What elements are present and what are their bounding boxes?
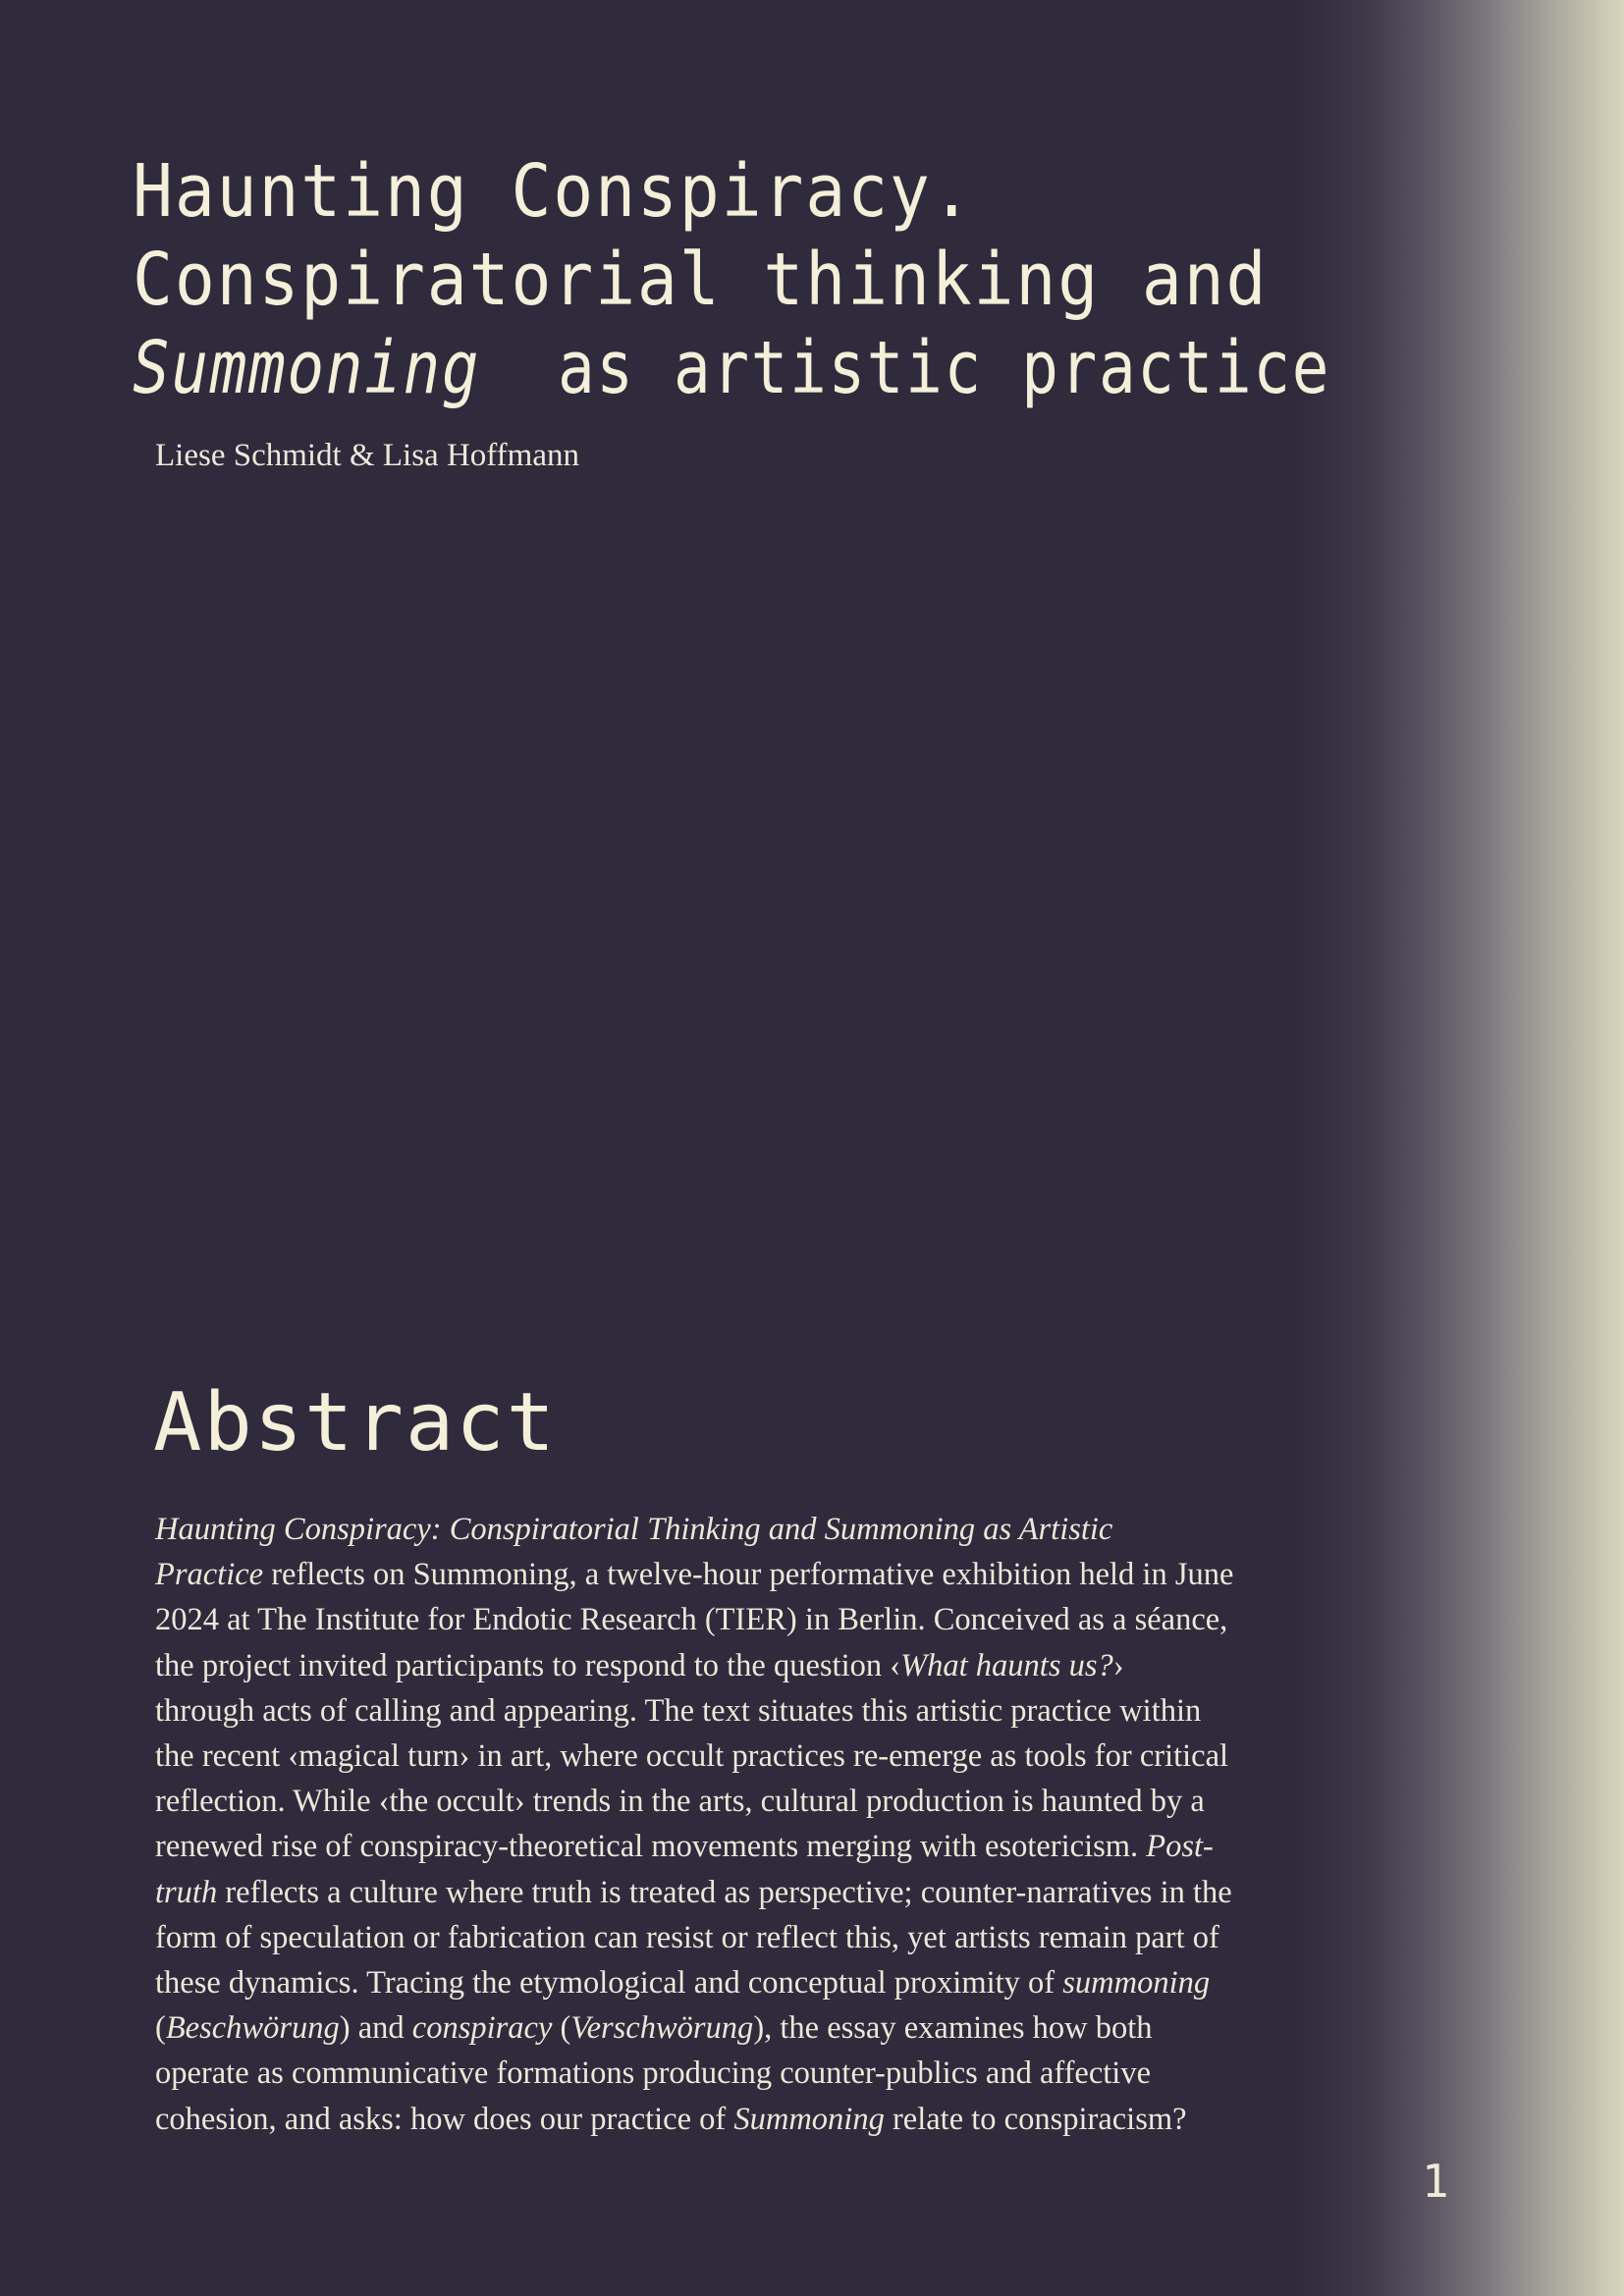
title-line-1: Haunting Conspiracy. (133, 149, 974, 234)
page-number: 1 (1422, 2155, 1449, 2208)
abstract-line: Haunting Conspiracy: Conspiratorial Thinking and Summoning as Artistic (155, 1512, 1113, 1547)
abstract-line: the project invited participants to respond to the question ‹What haunts us?› (155, 1647, 1124, 1683)
abstract-line: 2024 at The Institute for Endotic Research (TIER) in Berlin. Conceived as a séance, (155, 1602, 1228, 1638)
abstract-line: reflection. While ‹the occult› trends in the arts, cultural production is haunted by a (155, 1784, 1205, 1820)
abstract-line: truth reflects a culture where truth is treated as perspective; counter-narratives in the (155, 1874, 1232, 1910)
title-italic-word: Summoning (133, 326, 481, 410)
authors: Liese Schmidt & Lisa Hoffmann (155, 438, 579, 473)
paper-title (133, 147, 1330, 412)
abstract-heading: Abstract (153, 1376, 557, 1469)
abstract-line: through acts of calling and appearing. The text situates this artistic practice within (155, 1692, 1202, 1729)
title-line-2: Conspiratorial thinking and (133, 238, 1269, 322)
title-line-3 (133, 324, 1331, 412)
abstract-line: the recent ‹magical turn› in art, where occult practices re-emerge as tools for critical (155, 1738, 1229, 1775)
abstract-line: these dynamics. Tracing the etymological and conceptual proximity of summoning (155, 1965, 1211, 2002)
abstract-line: Practice reflects on Summoning, a twelve-hour performative exhibition held in June (155, 1557, 1234, 1593)
title-line-3-rest: as artistic practice (557, 326, 1331, 410)
abstract-line: renewed rise of conspiracy-theoretical movements merging with esotericism. Post- (155, 1829, 1214, 1865)
abstract-line: cohesion, and asks: how does our practice of Summoning relate to conspiracism? (155, 2101, 1187, 2137)
abstract-line: (Beschwörung) and conspiracy (Verschwörung), the essay examines how both (155, 2010, 1153, 2047)
abstract-line: operate as communicative formations producing counter-publics and affective (155, 2056, 1152, 2092)
abstract-line: form of speculation or fabrication can resist or reflect this, yet artists remain part of (155, 1919, 1219, 1955)
abstract-body (155, 1507, 1324, 2142)
